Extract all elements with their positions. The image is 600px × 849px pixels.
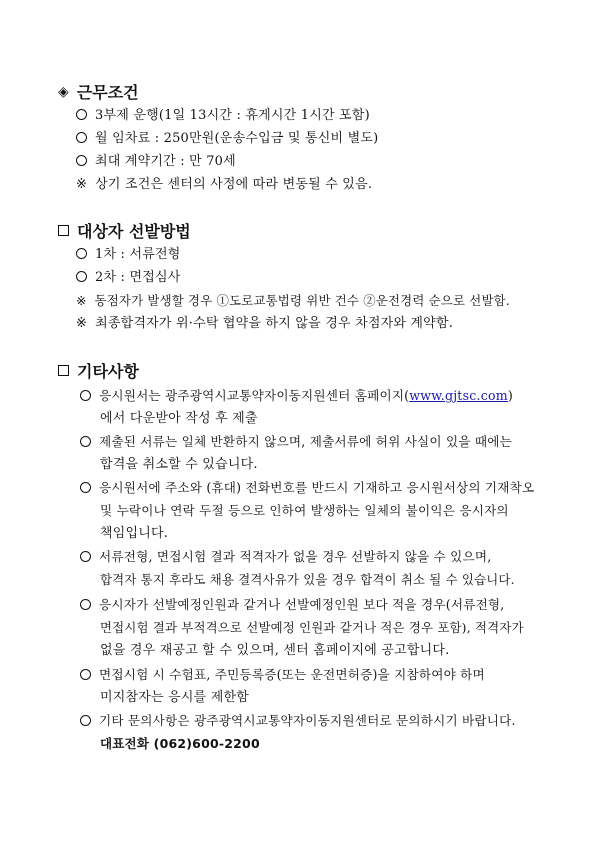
list-item: 서류전형, 면접시험 결과 적격자가 없을 경우 선발하지 않을 수 있으며,	[80, 549, 491, 565]
list-item: 최대 계약기간 : 만 70세	[76, 154, 236, 170]
section-heading-other	[58, 359, 139, 382]
list-item: 응시원서는 광주광역시교통약자이동지원센터 홈페이지(www.gjtsc.com)	[80, 388, 513, 404]
circle-bullet-icon	[76, 155, 87, 166]
list-item-continuation: 합격을 취소할 수 있습니다.	[100, 457, 258, 472]
circle-bullet-icon	[76, 132, 87, 143]
circle-bullet-icon	[80, 436, 91, 447]
section-heading-selection	[58, 219, 191, 242]
list-item: 제출된 서류는 일체 반환하지 않으며, 제출서류에 허위 사실이 있을 때에는	[80, 434, 512, 450]
square-bullet-icon	[58, 225, 69, 236]
section-title-other: 기타사항	[77, 362, 139, 381]
reference-mark-icon: ※	[76, 177, 88, 192]
circle-bullet-icon	[76, 109, 87, 120]
list-item: 면접시험 시 수험표, 주민등록증(또는 운전면허증)을 지참하여야 하며	[80, 667, 485, 683]
list-item: 2차 : 면접심사	[76, 270, 181, 286]
reference-mark-icon: ※	[76, 316, 88, 331]
homepage-link[interactable]: www.gjtsc.com	[409, 388, 508, 403]
circle-bullet-icon	[80, 599, 91, 610]
list-item: 응시자가 선발예정인원과 같거나 선발예정인원 보다 적을 경우(서류전형,	[80, 597, 505, 613]
section-title-selection: 대상자 선발방법	[77, 222, 191, 241]
diamond-bullet-icon: ◈	[58, 83, 69, 100]
list-item: 3부제 운행(1일 13시간 : 휴게시간 1시간 포함)	[76, 108, 370, 124]
circle-bullet-icon	[80, 390, 91, 401]
note-item: ※ 동점자가 발생할 경우 ①도로교통법령 위반 건수 ②운전경력 순으로 선발함.	[76, 293, 510, 308]
list-item: 기타 문의사항은 광주광역시교통약자이동지원센터로 문의하시기 바랍니다.	[80, 713, 516, 729]
note-item: ※ 최종합격자가 위·수탁 협약을 하지 않을 경우 차점자와 계약함.	[76, 316, 454, 331]
circle-bullet-icon	[76, 271, 87, 282]
circle-bullet-icon	[80, 715, 91, 726]
list-item: 월 임차료 : 250만원(운송수입금 및 통신비 별도)	[76, 131, 378, 147]
reference-mark-icon: ※	[76, 293, 87, 308]
list-item: 응시원서에 주소와 (휴대) 전화번호를 반드시 기재하고 응시원서상의 기재착오	[80, 480, 534, 496]
circle-bullet-icon	[80, 551, 91, 562]
contact-phone: 대표전화 (062)600-2200	[100, 736, 260, 751]
list-item-continuation: 없을 경우 재공고 할 수 있으며, 센터 홈페이지에 공고합니다.	[100, 643, 450, 658]
list-item-continuation: 및 누락이나 연락 두절 등으로 인하여 발생하는 일체의 불이익은 응시자의	[100, 503, 509, 518]
list-item-continuation: 에서 다운받아 작성 후 제출	[100, 411, 258, 426]
list-item-continuation: 면접시험 결과 부적격으로 선발예정 인원과 같거나 적은 경우 포함), 적격자가	[100, 620, 524, 635]
list-item-continuation: 책임입니다.	[100, 526, 169, 541]
section-title-work: 근무조건	[76, 83, 139, 102]
list-item-continuation: 미지참자는 응시를 제한함	[100, 690, 250, 705]
list-item: 1차 : 서류전형	[76, 247, 181, 263]
square-bullet-icon	[58, 365, 69, 376]
circle-bullet-icon	[76, 248, 87, 259]
list-item-continuation: 합격자 통지 후라도 채용 결격사유가 있을 경우 합격이 취소 될 수 있습니다.	[100, 572, 515, 587]
circle-bullet-icon	[80, 482, 91, 493]
note-item: ※ 상기 조건은 센터의 사정에 따라 변동될 수 있음.	[76, 177, 373, 192]
section-heading-work	[58, 80, 139, 103]
circle-bullet-icon	[80, 669, 91, 680]
